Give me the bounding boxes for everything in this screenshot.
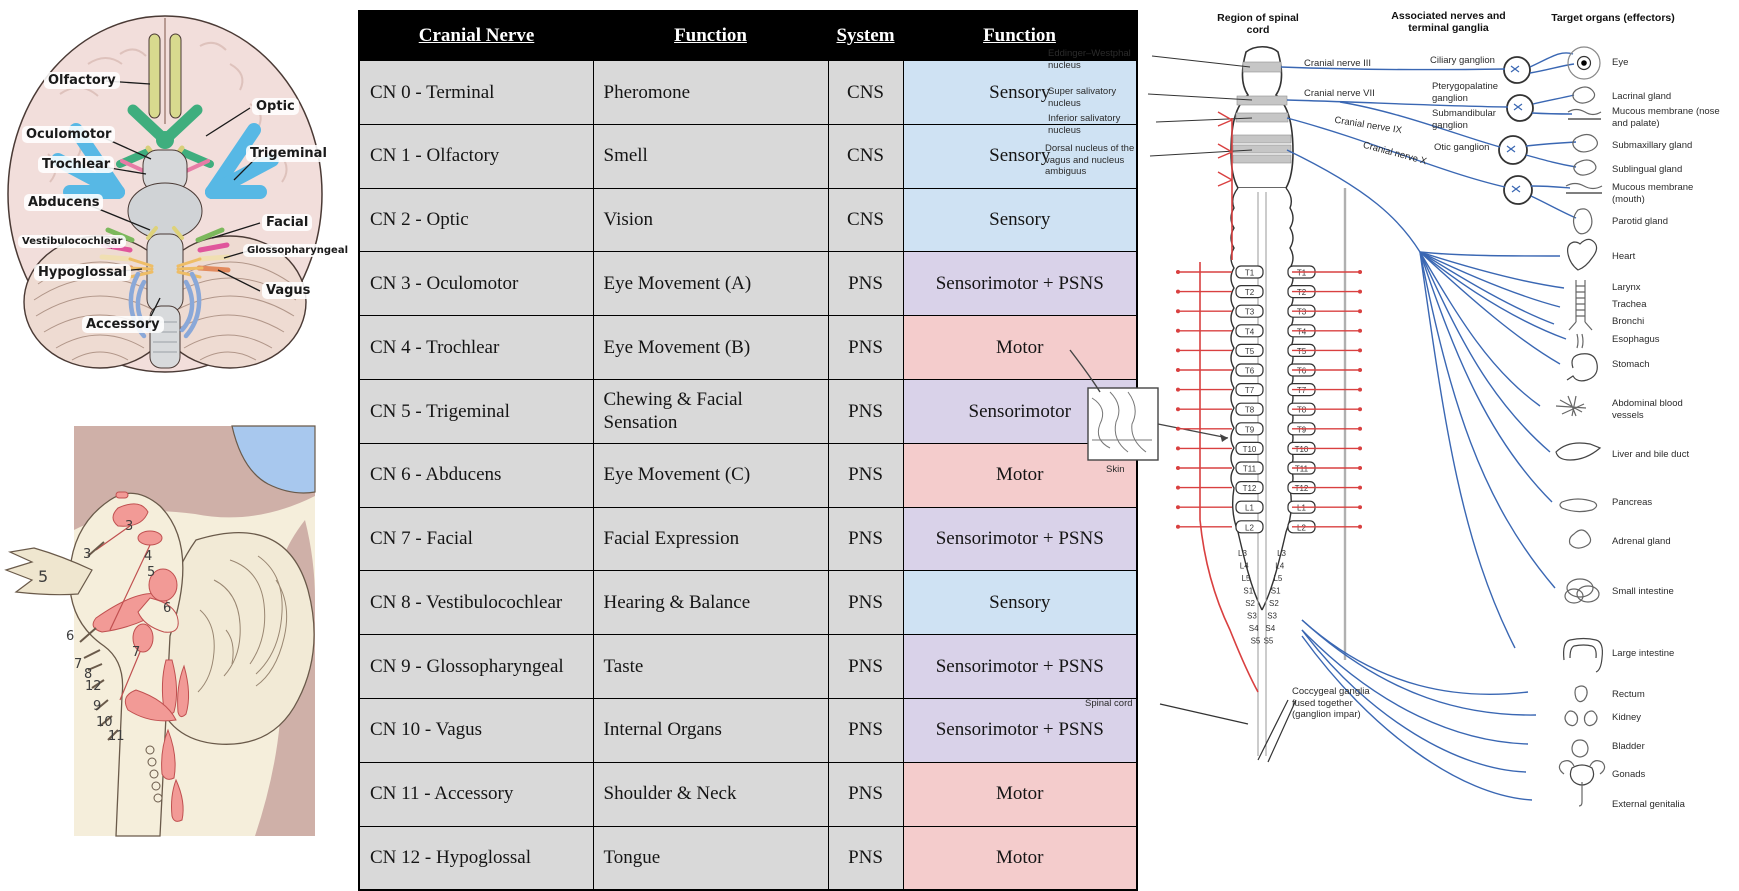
parotid-gland-icon — [1574, 209, 1592, 234]
label-cranial-nerve-vii: Cranial nerve VII — [1304, 88, 1375, 99]
lower-level-label: L5 — [1241, 574, 1251, 583]
red-dot — [1358, 290, 1362, 294]
spinal-level-label: T11 — [1242, 464, 1257, 474]
lower-level-label: S1 — [1243, 586, 1254, 596]
cell-type: Sensorimotor + PSNS — [903, 698, 1137, 762]
number-3: 3 — [83, 547, 92, 562]
number-5-nucleus: 5 — [147, 565, 156, 580]
table-row — [359, 443, 1137, 507]
lower-level-label: S4 — [1265, 624, 1276, 633]
red-dot — [1176, 368, 1180, 372]
organ-label-gonads: Gonads — [1612, 769, 1646, 780]
cell-nerve: CN 8 - Vestibulocochlear — [359, 571, 593, 635]
lower-level-label: S2 — [1245, 599, 1255, 608]
cell-type: Sensorimotor + PSNS — [903, 507, 1137, 571]
cell-type: Sensory — [903, 571, 1137, 635]
skin-illustration — [1070, 350, 1228, 460]
number-11: 11 — [108, 729, 125, 744]
cell-system: CNS — [828, 124, 903, 188]
label-oculomotor: Oculomotor — [22, 126, 115, 143]
cell-system: CNS — [828, 188, 903, 252]
table-row — [359, 316, 1137, 380]
spinal-level-label: T6 — [1244, 366, 1255, 376]
organ-label-pancreas: Pancreas — [1612, 497, 1653, 508]
red-dot — [1358, 466, 1362, 470]
cell-system: PNS — [828, 379, 903, 443]
cell-system: PNS — [828, 826, 903, 890]
spinal-level-label: T8 — [1244, 405, 1255, 415]
mucous-membrane-nose-icon — [1568, 110, 1601, 120]
brain-inferior-figure — [0, 4, 348, 376]
spinal-level-label: T7 — [1244, 386, 1255, 396]
spinal-level-label: L2 — [1297, 523, 1306, 533]
label-trigeminal: Trigeminal — [246, 145, 331, 162]
organ-label-sublingual-gland: Sublingual gland — [1612, 164, 1683, 175]
label-dorsal-nucleus-vagus: Dorsal nucleus of the vagus and nucleus ambiguus — [1045, 143, 1135, 177]
lower-level-label: L4 — [1239, 561, 1249, 571]
header-function: Function — [593, 11, 828, 61]
red-dot — [1176, 388, 1180, 392]
cell-nerve: CN 7 - Facial — [359, 507, 593, 571]
label-facial: Facial — [262, 214, 312, 231]
lower-level-label: S3 — [1267, 611, 1277, 621]
cell-nerve: CN 1 - Olfactory — [359, 124, 593, 188]
red-dot — [1176, 348, 1180, 352]
organ-label-adrenal-gland: Adrenal gland — [1612, 536, 1671, 547]
organ-label-mucous-membrane-mouth: Mucous membrane (mouth) — [1612, 182, 1694, 205]
red-dot — [1176, 525, 1180, 529]
liver-icon — [1556, 443, 1600, 460]
organ-label-abdominal-blood-vessels: Abdominal blood vessels — [1612, 398, 1683, 421]
organ-label-esophagus: Esophagus — [1612, 334, 1660, 345]
lower-level-label: S5 — [1263, 636, 1274, 646]
spinal-level-label: T4 — [1296, 327, 1307, 337]
gonads-icon — [1559, 761, 1604, 806]
cell-function: Tongue — [593, 826, 828, 890]
table-row — [359, 571, 1137, 635]
number-9: 9 — [93, 699, 102, 714]
number-4: 4 — [144, 549, 153, 564]
external-genitalia-icon — [1579, 782, 1582, 806]
submaxillary-gland-icon — [1573, 135, 1598, 152]
cell-nerve: CN 5 - Trigeminal — [359, 379, 593, 443]
red-dot — [1358, 486, 1362, 490]
label-inferior-salivatory-nucleus: Inferior salivatory nucleus — [1048, 113, 1121, 136]
number-10: 10 — [96, 715, 113, 730]
red-top-rootlets — [1218, 112, 1232, 260]
small-intestine-icon — [1565, 579, 1599, 603]
cell-function: Facial Expression — [593, 507, 828, 571]
large-intestine-icon — [1564, 639, 1603, 673]
cell-type: Sensorimotor + PSNS — [903, 252, 1137, 316]
cell-nerve: CN 9 - Glossopharyngeal — [359, 635, 593, 699]
cell-system: PNS — [828, 635, 903, 699]
spinal-level-label: T1 — [1296, 268, 1307, 278]
cell-nerve: CN 11 - Accessory — [359, 762, 593, 826]
lacrimal-gland-icon — [1573, 87, 1595, 103]
spinal-level-label: T11 — [1294, 464, 1309, 474]
lower-level-label: S1 — [1270, 586, 1281, 596]
label-cranial-nerve-ix: Cranial nerve IX — [1333, 114, 1403, 137]
label-skin: Skin — [1106, 464, 1125, 475]
cell-system: PNS — [828, 252, 903, 316]
label-hypoglossal: Hypoglossal — [34, 264, 131, 281]
table-row — [359, 826, 1137, 890]
lower-level-label: S5 — [1250, 636, 1261, 646]
header-associated-nerves: Associated nerves and terminal ganglia — [1391, 10, 1506, 34]
table-row — [359, 379, 1137, 443]
label-abducens: Abducens — [24, 194, 103, 211]
label-spinal-cord: Spinal cord — [1085, 698, 1133, 709]
cranial-nerve-table — [358, 10, 1138, 891]
label-coccygeal-ganglia: Coccygeal ganglia fused together (ganglion impar) — [1292, 686, 1370, 720]
label-optic: Optic — [252, 98, 299, 115]
cell-type: Sensory — [903, 124, 1137, 188]
organ-label-large-intestine: Large intestine — [1612, 648, 1675, 659]
red-dot — [1358, 427, 1362, 431]
organ-label-submaxillary-gland: Submaxillary gland — [1612, 140, 1693, 151]
bottom-pointer-lines — [1160, 700, 1296, 762]
organ-label-small-intestine: Small intestine — [1612, 586, 1674, 597]
cell-function: Hearing & Balance — [593, 571, 828, 635]
header-function-2: Function — [903, 11, 1137, 61]
number-7-nucleus: 7 — [132, 645, 141, 660]
cell-nerve: CN 12 - Hypoglossal — [359, 826, 593, 890]
spinal-level-label: T2 — [1244, 288, 1255, 298]
red-dot — [1176, 407, 1180, 411]
spinal-level-label: T4 — [1244, 327, 1255, 337]
spinal-level-label: T7 — [1296, 386, 1307, 396]
kidney-icon — [1565, 711, 1597, 726]
spinal-level-label: T1 — [1244, 268, 1255, 278]
cell-type: Motor — [903, 316, 1137, 380]
organ-label-bronchi: Bronchi — [1612, 316, 1645, 327]
label-cranial-nerve-iii: Cranial nerve III — [1304, 58, 1372, 69]
cell-system: PNS — [828, 507, 903, 571]
label-submandibular-ganglion: Submandibular ganglion — [1432, 108, 1496, 131]
cell-function: Shoulder & Neck — [593, 762, 828, 826]
spinal-level-label: T2 — [1296, 288, 1307, 298]
label-eddinger-westphal-nucleus: Eddinger–Westphal nucleus — [1048, 48, 1131, 71]
pancreas-icon — [1560, 499, 1597, 512]
lower-level-label: L4 — [1275, 561, 1285, 571]
number-8: 8 — [84, 667, 93, 682]
lower-level-label: S4 — [1248, 624, 1259, 633]
cell-system: PNS — [828, 571, 903, 635]
organ-label-lacrimal-gland: Lacrinal gland — [1612, 91, 1672, 102]
cell-type: Sensory — [903, 61, 1137, 125]
organ-label-bladder: Bladder — [1612, 741, 1645, 752]
spinal-level-label: L1 — [1297, 503, 1306, 513]
header-system: System — [828, 11, 903, 61]
organ-label-parotid-gland: Parotid gland — [1612, 216, 1668, 227]
organ-label-mucous-membrane-nose: Mucous membrane (nose and palate) — [1612, 106, 1720, 129]
red-dot — [1176, 329, 1180, 333]
spinal-level-label: T10 — [1294, 444, 1309, 454]
table-row — [359, 61, 1137, 125]
cell-nerve: CN 0 - Terminal — [359, 61, 593, 125]
spinal-level-label: L2 — [1245, 523, 1254, 533]
organ-label-heart: Heart — [1612, 251, 1636, 262]
red-dot — [1358, 525, 1362, 529]
red-dot — [1176, 505, 1180, 509]
red-dot — [1176, 290, 1180, 294]
table-header-row — [359, 11, 1137, 61]
table-row — [359, 507, 1137, 571]
cell-type: Motor — [903, 762, 1137, 826]
cranial-nerve-table-body — [359, 61, 1137, 891]
sublingual-gland-icon — [1574, 160, 1596, 175]
red-dot — [1358, 368, 1362, 372]
number-6: 6 — [66, 629, 75, 644]
red-dot — [1176, 270, 1180, 274]
cell-type: Sensory — [903, 188, 1137, 252]
spinal-level-label: T12 — [1242, 484, 1257, 494]
header-target-organs: Target organs (effectors) — [1551, 12, 1675, 24]
lower-level-label: S3 — [1247, 611, 1257, 621]
bladder-icon — [1572, 740, 1588, 757]
label-otic-ganglion: Otic ganglion — [1434, 142, 1490, 153]
brain-inferior-drawing — [0, 4, 330, 376]
organ-label-liver-bile-duct: Liver and bile duct — [1612, 449, 1690, 460]
red-dot — [1358, 446, 1362, 450]
number-7: 7 — [74, 657, 83, 672]
cell-type: Sensorimotor — [903, 379, 1137, 443]
red-dot — [1176, 427, 1180, 431]
organ-label-kidney: Kidney — [1612, 712, 1642, 723]
number-3-nucleus: 3 — [125, 519, 134, 534]
spinal-level-label: T6 — [1296, 366, 1307, 376]
table-row — [359, 698, 1137, 762]
adrenal-gland-icon — [1570, 530, 1591, 548]
cell-function: Chewing & Facial Sensation — [593, 379, 828, 443]
red-dot — [1358, 505, 1362, 509]
cell-type: Sensorimotor + PSNS — [903, 635, 1137, 699]
eye-icon — [1568, 47, 1600, 79]
spinal-level-label: T5 — [1244, 346, 1255, 356]
lower-level-label: S2 — [1269, 599, 1279, 608]
cell-system: PNS — [828, 443, 903, 507]
lower-level-label: L5 — [1273, 574, 1283, 583]
red-dot — [1176, 309, 1180, 313]
spinal-level-label: T3 — [1296, 307, 1307, 317]
airway-icon — [1569, 280, 1592, 330]
cell-function: Eye Movement (B) — [593, 316, 828, 380]
table-row — [359, 635, 1137, 699]
header-region-of-spinal-cord: Region of spinal cord — [1217, 12, 1299, 36]
cell-function: Eye Movement (A) — [593, 252, 828, 316]
label-olfactory: Olfactory — [44, 72, 120, 89]
parasympathetic-diagram — [1040, 0, 1739, 836]
cell-type: Motor — [903, 826, 1137, 890]
cell-type: Motor — [903, 443, 1137, 507]
organ-label-external-genitalia: External genitalia — [1612, 799, 1685, 810]
label-trochlear: Trochlear — [38, 156, 114, 173]
cell-function: Internal Organs — [593, 698, 828, 762]
rectum-icon — [1575, 686, 1587, 702]
organ-label-stomach: Stomach — [1612, 359, 1650, 370]
table-row — [359, 188, 1137, 252]
label-ciliary-ganglion: Ciliary ganglion — [1430, 55, 1495, 66]
table-row — [359, 762, 1137, 826]
organ-label-trachea: Trachea — [1612, 299, 1647, 310]
lower-level-label: L3 — [1238, 549, 1247, 558]
label-vestibulocochlear: Vestibulocochlear — [18, 235, 126, 248]
red-dot — [1176, 446, 1180, 450]
cell-function: Eye Movement (C) — [593, 443, 828, 507]
spinal-level-label: T10 — [1242, 444, 1257, 454]
spinal-level-label: T5 — [1296, 346, 1307, 356]
red-dot — [1358, 348, 1362, 352]
number-12: 12 — [85, 679, 102, 694]
cell-system: PNS — [828, 762, 903, 826]
cell-nerve: CN 2 - Optic — [359, 188, 593, 252]
cell-nerve: CN 4 - Trochlear — [359, 316, 593, 380]
spinal-level-label: L1 — [1245, 503, 1254, 513]
spinal-level-label: T9 — [1296, 425, 1307, 435]
cell-system: PNS — [828, 316, 903, 380]
lower-level-label: L3 — [1277, 549, 1286, 558]
label-cranial-nerve-x: Cranial nerve X — [1361, 139, 1428, 168]
heart-icon — [1568, 239, 1597, 270]
cell-function: Pheromone — [593, 61, 828, 125]
label-pterygopalatine-ganglion: Pterygopalatine ganglion — [1432, 81, 1499, 104]
number-6-nucleus: 6 — [163, 601, 172, 616]
red-dot — [1358, 388, 1362, 392]
red-dot — [1358, 270, 1362, 274]
organ-label-eye: Eye — [1612, 57, 1629, 68]
red-dot — [1358, 309, 1362, 313]
cell-nerve: CN 6 - Abducens — [359, 443, 593, 507]
organ-label-larynx: Larynx — [1612, 282, 1641, 293]
cell-system: PNS — [828, 698, 903, 762]
label-super-salivatory-nucleus: Super salivatory nucleus — [1048, 86, 1117, 109]
cell-function: Smell — [593, 124, 828, 188]
label-vagus: Vagus — [262, 282, 314, 299]
stomach-icon — [1567, 354, 1597, 381]
organ-icons — [1556, 47, 1605, 806]
label-glossopharyngeal: Glossopharyngeal — [243, 244, 352, 257]
table-row — [359, 252, 1137, 316]
cell-system: CNS — [828, 61, 903, 125]
spinal-level-label: T9 — [1244, 425, 1255, 435]
abdominal-vessels-icon — [1556, 396, 1586, 416]
cell-nerve: CN 10 - Vagus — [359, 698, 593, 762]
table-row — [359, 124, 1137, 188]
spinal-level-label: T3 — [1244, 307, 1255, 317]
spinal-level-label: T12 — [1294, 484, 1309, 494]
cell-function: Vision — [593, 188, 828, 252]
esophagus-icon — [1577, 334, 1583, 348]
header-cranial-nerve: Cranial Nerve — [359, 11, 593, 61]
red-dot — [1358, 329, 1362, 333]
number-5: 5 — [38, 567, 49, 586]
mucous-membrane-mouth-icon — [1566, 184, 1602, 194]
red-dot — [1176, 466, 1180, 470]
label-accessory: Accessory — [82, 316, 164, 333]
spinal-level-label: T8 — [1296, 405, 1307, 415]
organ-label-rectum: Rectum — [1612, 689, 1645, 700]
cell-function: Taste — [593, 635, 828, 699]
brainstem-sagittal-figure — [0, 380, 330, 836]
red-dot — [1358, 407, 1362, 411]
cell-nerve: CN 3 - Oculomotor — [359, 252, 593, 316]
red-dot — [1176, 486, 1180, 490]
